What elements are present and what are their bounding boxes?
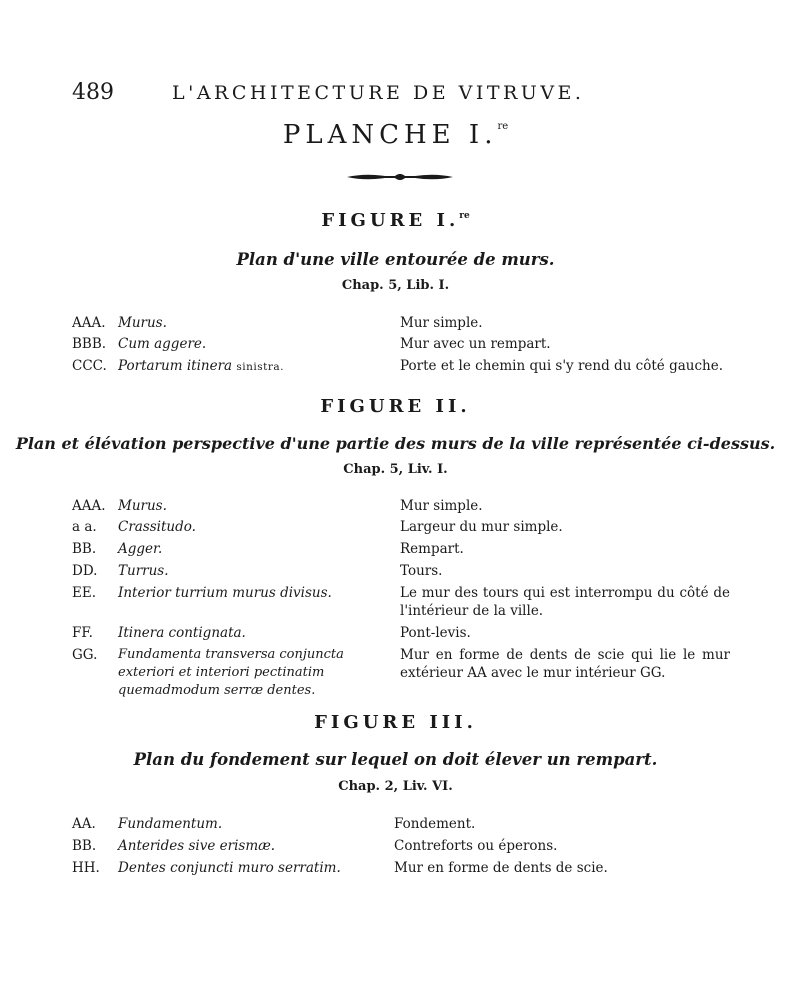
figure-1-heading (0, 210, 791, 231)
figure-2-chapter: Chap. 5, Liv. I. (343, 462, 448, 477)
ornament-divider (345, 170, 455, 184)
legend-latin: Interior turrium murus divisus. (118, 585, 332, 601)
legend-key: HH. (72, 860, 100, 876)
figure-3-chapter: Chap. 2, Liv. VI. (338, 779, 453, 794)
legend-french: Rempart. (400, 541, 464, 557)
plate-title (0, 120, 791, 150)
legend-latin-small: sinistra. (236, 361, 284, 373)
legend-french: Tours. (400, 563, 443, 579)
legend-latin: Fundamentum. (118, 816, 223, 832)
figure-1-heading-sup: re (459, 211, 470, 221)
legend-french: Contreforts ou éperons. (394, 838, 558, 854)
page-number: 489 (72, 80, 114, 105)
legend-key: CCC. (72, 358, 107, 374)
legend-latin: Portarum itinera (118, 358, 233, 374)
figure-2-heading: FIGURE II. (320, 396, 471, 417)
figure-2-caption: Plan et élévation perspective d'une partie des murs de la ville représentée ci-dessus. (15, 434, 776, 453)
legend-key: AAA. (72, 498, 106, 514)
legend-french: Mur avec un rempart. (400, 336, 551, 352)
legend-latin: Agger. (118, 541, 163, 557)
legend-french: Mur en forme de dents de scie qui lie le mur extérieur AA avec le mur intérieur GG. (400, 647, 730, 681)
plate-title-sup: re (497, 121, 509, 132)
figure-3-caption: Plan du fondement sur lequel on doit élever un rempart. (133, 750, 658, 769)
legend-french: Mur simple. (400, 315, 483, 331)
legend-key: DD. (72, 563, 98, 579)
legend-french: Mur simple. (400, 498, 483, 514)
legend-key: FF. (72, 625, 93, 641)
legend-latin: Anterides sive erismæ. (118, 838, 276, 854)
running-head (0, 80, 791, 110)
legend-french: Fondement. (394, 816, 476, 832)
legend-latin: Turrus. (118, 563, 169, 579)
legend-french: Pont-levis. (400, 625, 471, 641)
legend-french: Largeur du mur simple. (400, 519, 563, 535)
figure-3-heading: FIGURE III. (314, 712, 477, 733)
legend-latin: Itinera contignata. (118, 625, 246, 641)
legend-latin: Cum aggere. (118, 336, 207, 352)
legend-latin: Murus. (118, 315, 167, 331)
plate-title-text: PLANCHE I. (282, 120, 498, 150)
legend-latin: Crassitudo. (118, 519, 196, 535)
legend-key: BB. (72, 838, 97, 854)
legend-key: BB. (72, 541, 97, 557)
legend-french: Le mur des tours qui est interrompu du côté de l'intérieur de la ville. (400, 585, 730, 619)
figure-1-heading-text: FIGURE I. (321, 210, 460, 231)
legend-key: GG. (72, 647, 98, 663)
legend-french: Mur en forme de dents de scie. (394, 860, 608, 876)
figure-1-caption: Plan d'une ville entourée de murs. (236, 250, 555, 269)
legend-latin: Dentes conjuncti muro serratim. (118, 860, 341, 876)
legend-key: AA. (72, 816, 96, 832)
legend-key: AAA. (72, 315, 106, 331)
figure-1-chapter: Chap. 5, Lib. I. (341, 278, 450, 293)
legend-key: a a. (72, 519, 97, 535)
legend-key: EE. (72, 585, 97, 601)
legend-french: Porte et le chemin qui s'y rend du côté gauche. (400, 358, 723, 374)
book-title: L'ARCHITECTURE DE VITRUVE. (172, 82, 585, 104)
legend-latin-wrap (118, 357, 388, 376)
legend-latin: Murus. (118, 498, 167, 514)
legend-latin: Fundamenta transversa conjuncta exteriori et interiori pectinatim quemadmodum serræ dentes. (118, 647, 344, 698)
legend-key: BBB. (72, 336, 107, 352)
